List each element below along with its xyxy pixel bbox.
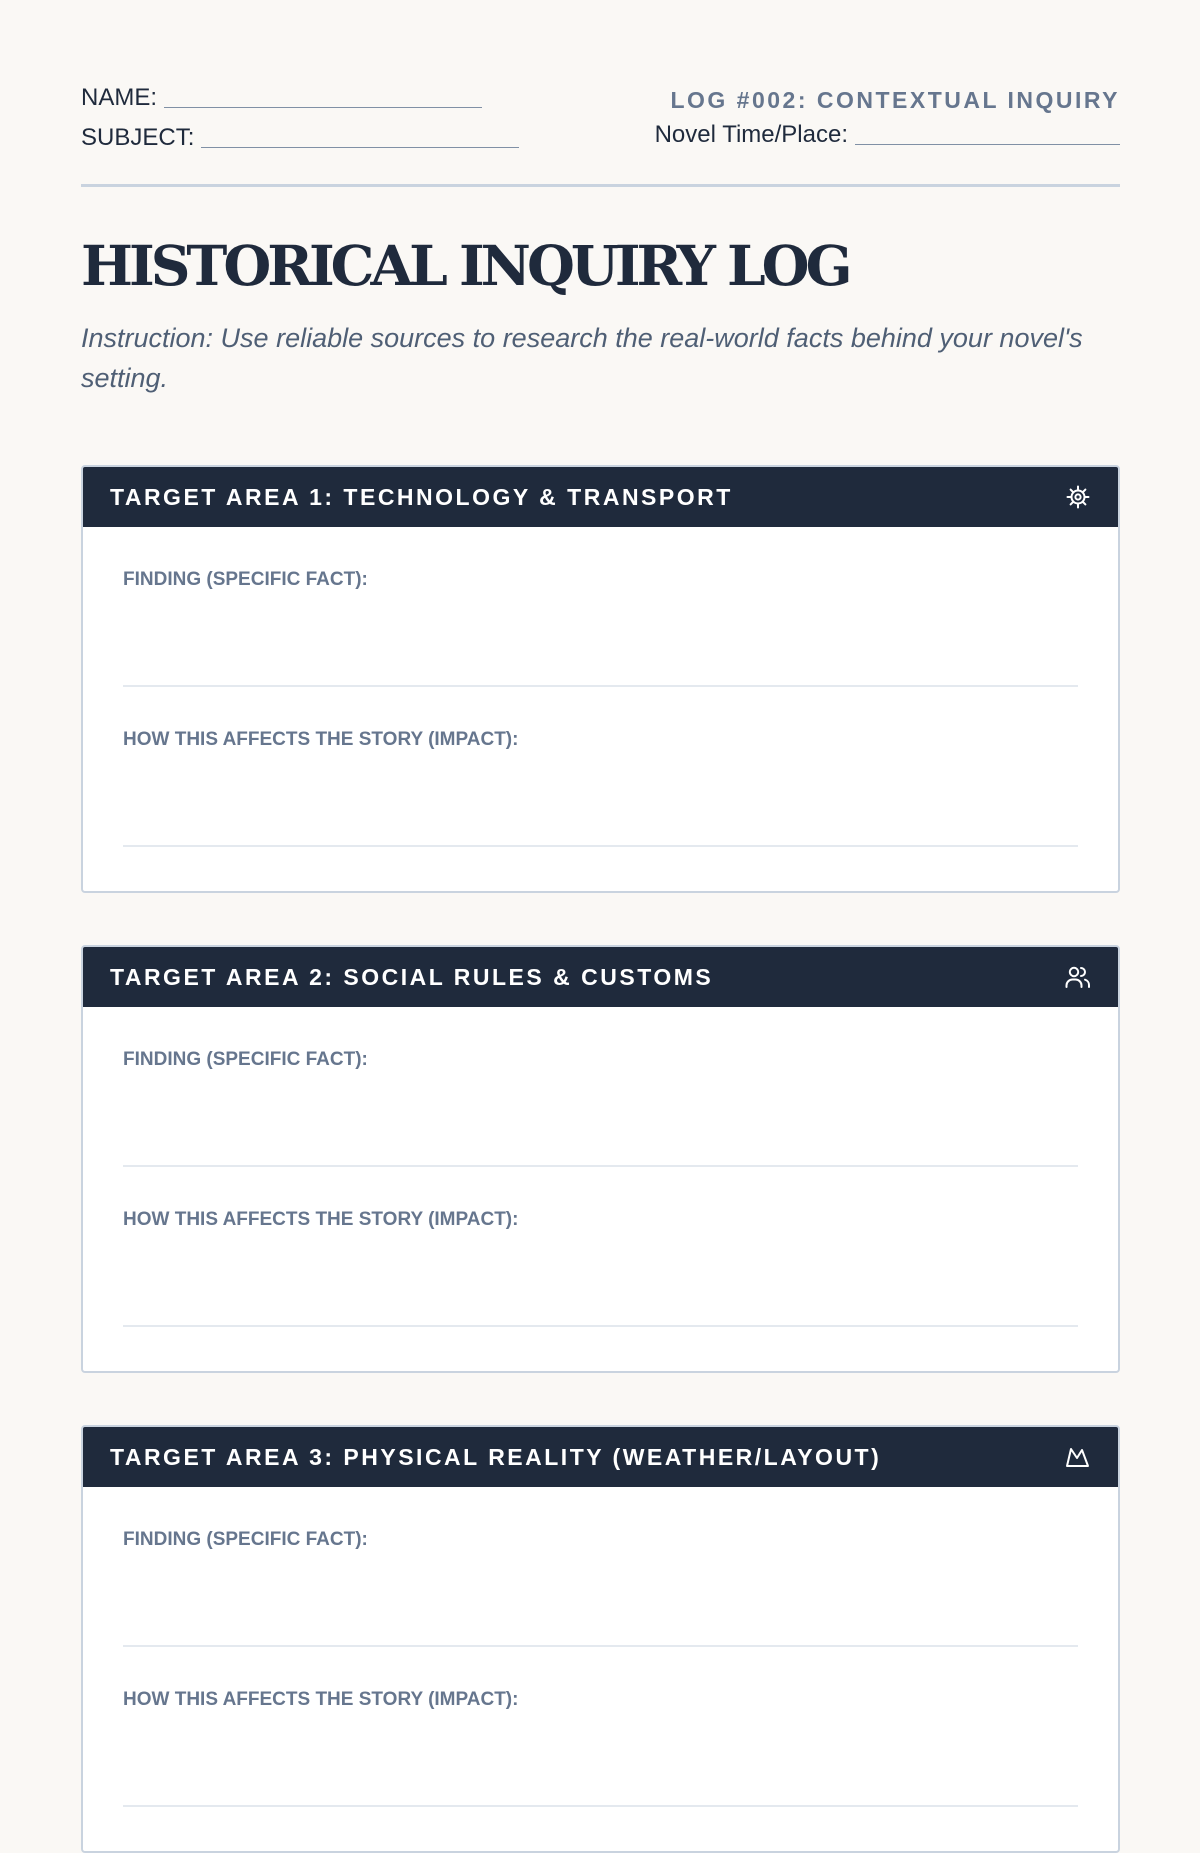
subject-blank-line[interactable] <box>201 146 519 148</box>
finding-label: FINDING (SPECIFIC FACT): <box>123 1529 368 1550</box>
page-title: HISTORICAL INQUIRY LOG <box>81 233 849 298</box>
card-header <box>83 1427 1118 1487</box>
card-header <box>83 947 1118 1007</box>
impact-label: HOW THIS AFFECTS THE STORY (IMPACT): <box>123 729 519 750</box>
people-icon <box>1065 964 1091 990</box>
card-title: TARGET AREA 1: TECHNOLOGY & TRANSPORT <box>110 483 733 510</box>
log-number: LOG #002: CONTEXTUAL INQUIRY <box>670 87 1120 113</box>
impact-answer-line[interactable] <box>123 1711 1078 1807</box>
time-place-label: Novel Time/Place: <box>654 121 848 148</box>
time-place-blank-line[interactable] <box>855 143 1120 145</box>
finding-answer-line[interactable] <box>123 591 1078 687</box>
finding-answer-line[interactable] <box>123 1071 1078 1167</box>
impact-answer-line[interactable] <box>123 1231 1078 1327</box>
impact-label: HOW THIS AFFECTS THE STORY (IMPACT): <box>123 1689 519 1710</box>
worksheet-header <box>81 0 1120 187</box>
instruction-text: Instruction: Use reliable sources to research the real-world facts behind your novel's setting. <box>81 323 1083 393</box>
time-place-field[interactable] <box>655 121 1120 149</box>
impact-label: HOW THIS AFFECTS THE STORY (IMPACT): <box>123 1209 519 1230</box>
impact-answer-line[interactable] <box>123 751 1078 847</box>
finding-label: FINDING (SPECIFIC FACT): <box>123 1049 368 1070</box>
target-area-card-2 <box>81 945 1120 1373</box>
subject-field[interactable] <box>81 124 519 152</box>
gear-icon <box>1065 484 1091 510</box>
target-area-card-3 <box>81 1425 1120 1853</box>
name-blank-line[interactable] <box>164 106 482 108</box>
subject-label: SUBJECT: <box>81 124 195 151</box>
finding-label: FINDING (SPECIFIC FACT): <box>123 569 368 590</box>
finding-answer-line[interactable] <box>123 1551 1078 1647</box>
worksheet-page <box>81 0 1120 1710</box>
card-title: TARGET AREA 2: SOCIAL RULES & CUSTOMS <box>110 963 714 990</box>
name-label: NAME: <box>81 84 158 111</box>
target-area-card-1 <box>81 465 1120 893</box>
card-header <box>83 467 1118 527</box>
card-title: TARGET AREA 3: PHYSICAL REALITY (WEATHER/LAYOUT) <box>110 1443 882 1470</box>
name-field[interactable] <box>81 84 482 112</box>
mountain-icon <box>1065 1444 1091 1470</box>
